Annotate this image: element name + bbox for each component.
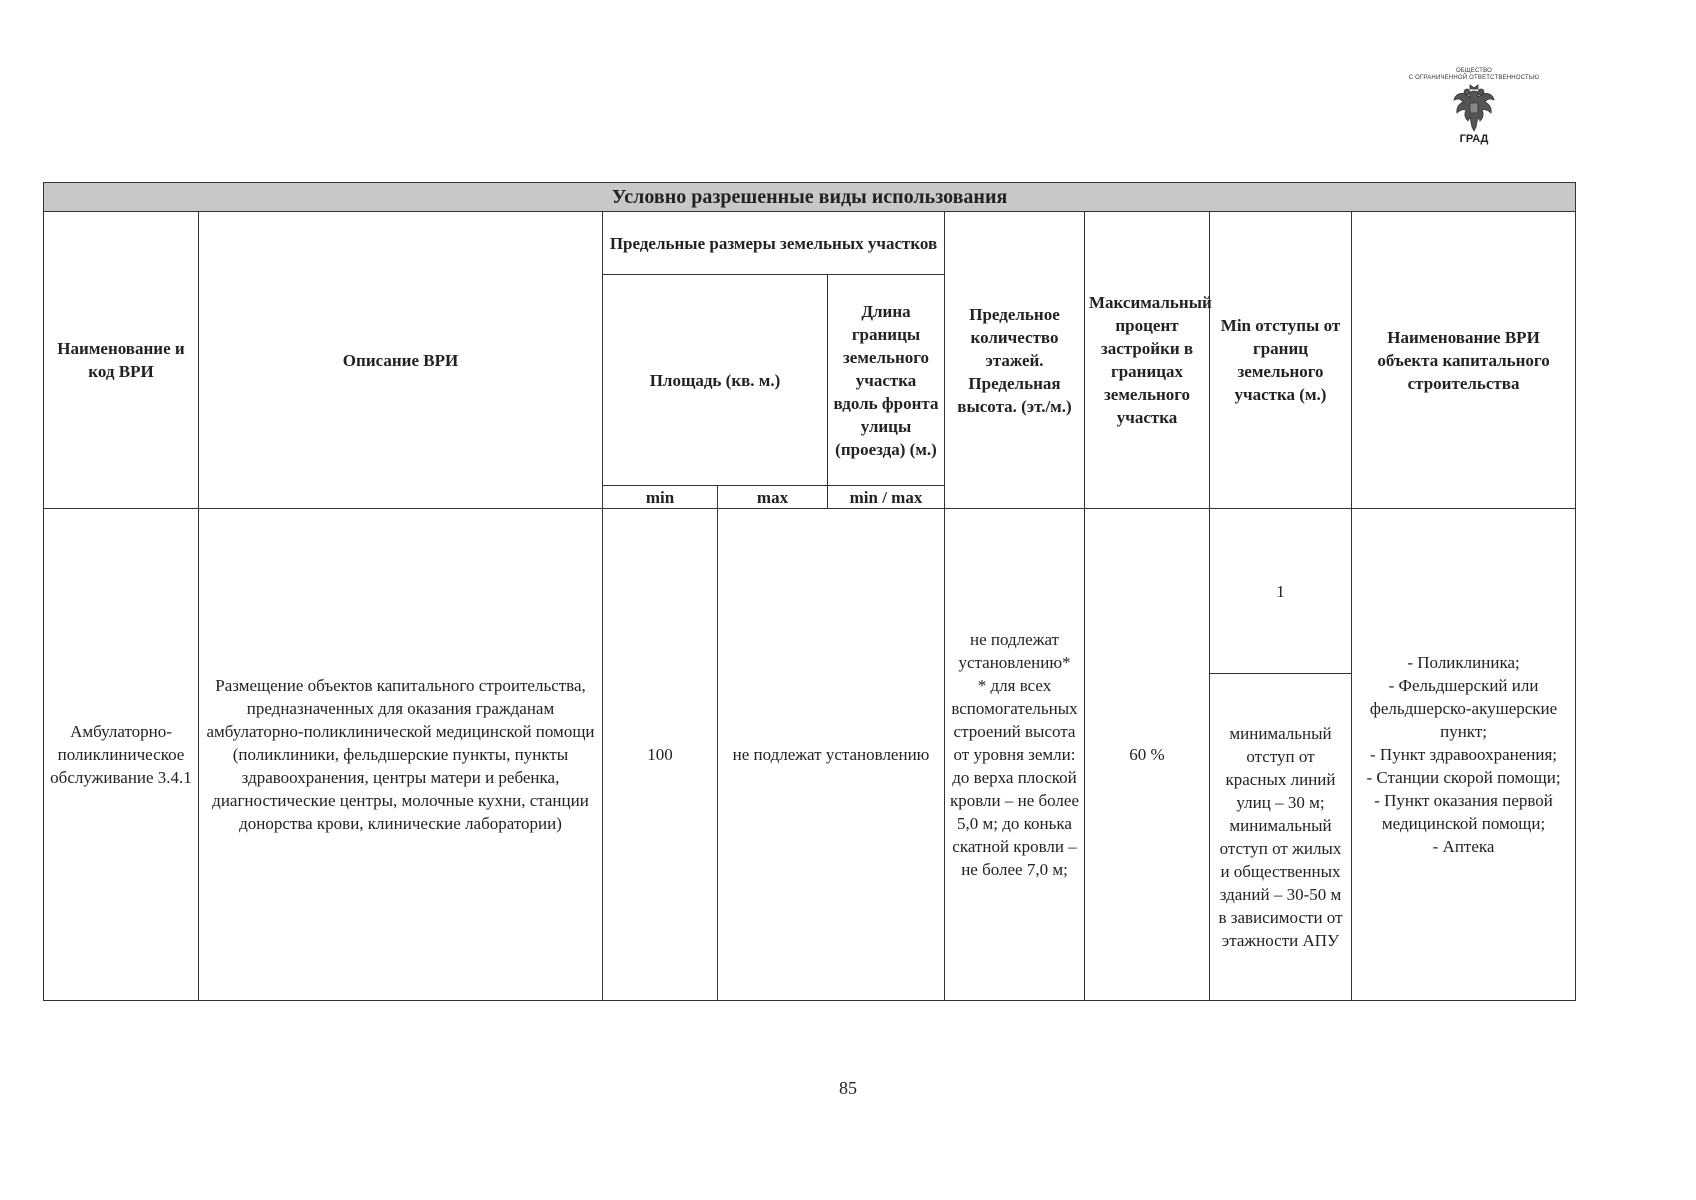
object-item: - Пункт здравоохранения; xyxy=(1370,745,1558,764)
row-setback-value: 1 xyxy=(1210,509,1352,674)
header-description: Описание ВРИ xyxy=(199,212,603,509)
object-item: - Аптека xyxy=(1432,837,1495,856)
row-floors-main: не подлежат установлению* xyxy=(958,630,1071,672)
company-logo xyxy=(1393,68,1555,156)
header-area: Площадь (кв. м.) xyxy=(603,275,828,486)
row-setback-note: минимальный отступ от красных линий улиц – 30 м; минимальный отступ от жилых и общественных зданий – 30-50 м в зависимости от этажности АПУ xyxy=(1210,674,1352,1001)
row-floors-note: * для всех вспомогательных строений высота от уровня земли: до верха плоской кровли – не более 5,0 м; до конька скатной кровли – не более 7,0 м; xyxy=(949,676,1080,879)
page-number: 85 xyxy=(839,1078,857,1098)
header-min: min xyxy=(603,486,718,509)
row-objects xyxy=(1352,509,1576,1001)
row-area-min: 100 xyxy=(603,509,718,1001)
row-area-max-length: не подлежат установлению xyxy=(718,509,945,1001)
logo-top-text-1: ОБЩЕСТВО xyxy=(1455,68,1493,74)
object-item: - Пункт оказания первой медицинской помощи; xyxy=(1374,791,1553,833)
header-min-max: min / max xyxy=(828,486,945,509)
header-border-length: Длина границы земельного участка вдоль фронта улицы (проезда) (м.) xyxy=(828,275,945,486)
header-floors: Предельное количество этажей. Предельная высота. (эт./м.) xyxy=(945,212,1085,509)
header-plot-limits: Предельные размеры земельных участков xyxy=(603,212,945,275)
object-item: - Станции скорой помощи; xyxy=(1366,768,1561,787)
row-floors xyxy=(945,509,1085,1001)
table-caption: Условно разрешенные виды использования xyxy=(44,183,1576,212)
logo-top-text-2: С ОГРАНИЧЕННОЙ ОТВЕТСТВЕННОСТЬЮ xyxy=(1408,75,1540,81)
header-max-percent: Максимальный процент застройки в границах земельного участка xyxy=(1085,212,1210,509)
double-headed-eagle-icon xyxy=(1451,83,1497,133)
row-name-code: Амбулаторно-поликлиническое обслуживание 3.4.1 xyxy=(44,509,199,1001)
permitted-use-table xyxy=(43,182,1576,1001)
row-max-percent: 60 % xyxy=(1085,509,1210,1001)
logo-name: ГРАД xyxy=(1459,133,1489,145)
header-object-name: Наименование ВРИ объекта капитального строительства xyxy=(1352,212,1576,509)
object-item: - Поликлиника; xyxy=(1407,653,1520,672)
header-name-code: Наименование и код ВРИ xyxy=(44,212,199,509)
object-item: - Фельдшерский или фельдшерско-акушерские пункт; xyxy=(1369,676,1558,741)
row-description: Размещение объектов капитального строительства, предназначенных для оказания гражданам амбулаторно-поликлинической медицинской помощи (поликлиники, фельдшерские пункты, пункты здравоохранения, центры матери и ребенка, диагностические центры, молочные кухни, станции донорства крови, клинические лаборатории) xyxy=(199,509,603,1001)
header-min-setback: Min отступы от границ земельного участка (м.) xyxy=(1210,212,1352,509)
header-max: max xyxy=(718,486,828,509)
